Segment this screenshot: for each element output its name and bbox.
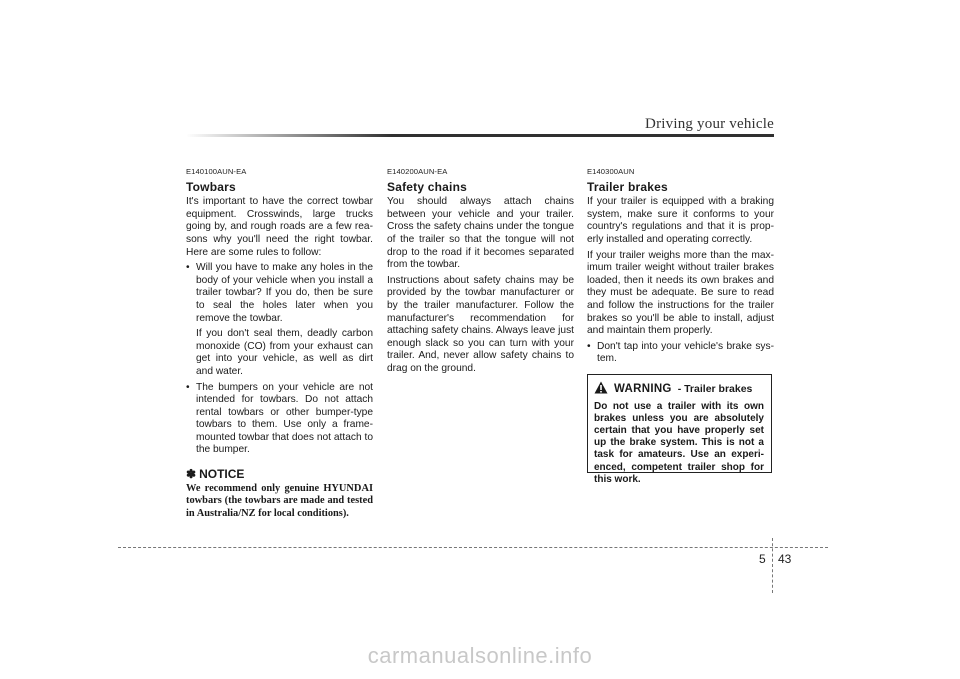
list-item: [186, 262, 373, 378]
page-header-title: Driving your vehicle: [645, 116, 774, 132]
section-code: E140300AUN: [587, 167, 635, 176]
trailer-brakes-bullet-1: Don't tap into your vehicle's brake sys-tem.: [597, 340, 774, 365]
towbars-bullet-2: • The bumpers on your vehicle are not intended for towbars. Do not attach rental towbars or other bumper-type towbars to them. Use only a frame-mounted towbar that does not attach to the bumper.: [196, 381, 373, 456]
chapter-number: 5: [759, 552, 766, 566]
towbars-rules-list: [186, 262, 373, 457]
safety-chains-column: [387, 166, 574, 379]
footer-rule: [118, 547, 828, 548]
list-item: [587, 341, 774, 366]
header-rule: [186, 134, 774, 137]
towbars-bullet-1-cont: If you don't seal them, deadly carbon monoxide (CO) from your exhaust can get into your vehicle, as well as dirt and water.: [196, 328, 373, 377]
safety-chains-para-1: You should always attach chains between your vehicle and your trailer. Cross the safety chains under the tongue of the trailer so that the tongue will not drop to the road if it becomes separated from the towbar.: [387, 196, 574, 271]
page-divider: [772, 538, 773, 593]
warning-box: [587, 374, 772, 485]
towbars-column: [186, 166, 373, 520]
list-item: [186, 382, 373, 458]
warning-subtitle: - Trailer brakes: [677, 383, 753, 396]
section-code: E140200AUN-EA: [387, 167, 448, 176]
warning-header: [594, 381, 764, 399]
notice-label: NOTICE: [199, 467, 245, 482]
notice-star-icon: ✽: [186, 467, 197, 482]
section-heading-towbars: Towbars: [186, 179, 236, 194]
trailer-brakes-para-2: If your trailer weighs more than the max-imum trailer weight without trailer brakes loaded, then it needs its own brakes and they must be adequate. Be sure to read and follow the instructions for the trailer brakes so you'll be able to install, adjust and maintain them properly.: [587, 249, 774, 337]
towbars-bullet-1: • Will you have to make any holes in the body of your vehicle when you install a trailer towbar? If you do, then be sure to seal the holes later when you remove the towbar.: [196, 262, 373, 324]
watermark: carmanualsonline.info: [367, 643, 593, 668]
warning-body: Do not use a trailer with its own brakes unless you are absolutely certain that you have properly set up the brake system. This is not a task for amateurs. Use an experi-enced, competent trailer shop for this work.: [594, 400, 764, 485]
towbars-intro: It's important to have the correct towbar equipment. Crosswinds, large trucks going by, and rough roads are a few rea-sons why you'll need the right towbar. Here are some rules to follow:: [186, 196, 373, 258]
safety-chains-para-2: Instructions about safety chains may be provided by the towbar manufacturer or by the trailer manufacturer. Follow the manufacturer's recommendation for attaching safety chains. Always leave just enough slack so you can turn with your trailer. And, never allow safety chains to drag on the ground.: [387, 274, 574, 374]
section-heading-safety-chains: Safety chains: [387, 179, 467, 194]
trailer-brakes-para-1: If your trailer is equipped with a braking system, make sure it conforms to your country's regulations and that it is prop-erly installed and operating correctly.: [587, 196, 774, 245]
trailer-brakes-list: [587, 341, 774, 366]
warning-triangle-icon: [594, 381, 608, 399]
trailer-brakes-column: [587, 166, 774, 485]
page-number: 43: [778, 552, 792, 566]
warning-label: WARNING: [614, 383, 672, 396]
notice-body: We recommend only genuine HYUNDAI towbars (the towbars are made and tested in Australia/NZ for local conditions).: [186, 482, 373, 519]
section-heading-trailer-brakes: Trailer brakes: [587, 179, 668, 194]
notice-title: [186, 468, 373, 481]
section-code: E140100AUN-EA: [186, 167, 247, 176]
